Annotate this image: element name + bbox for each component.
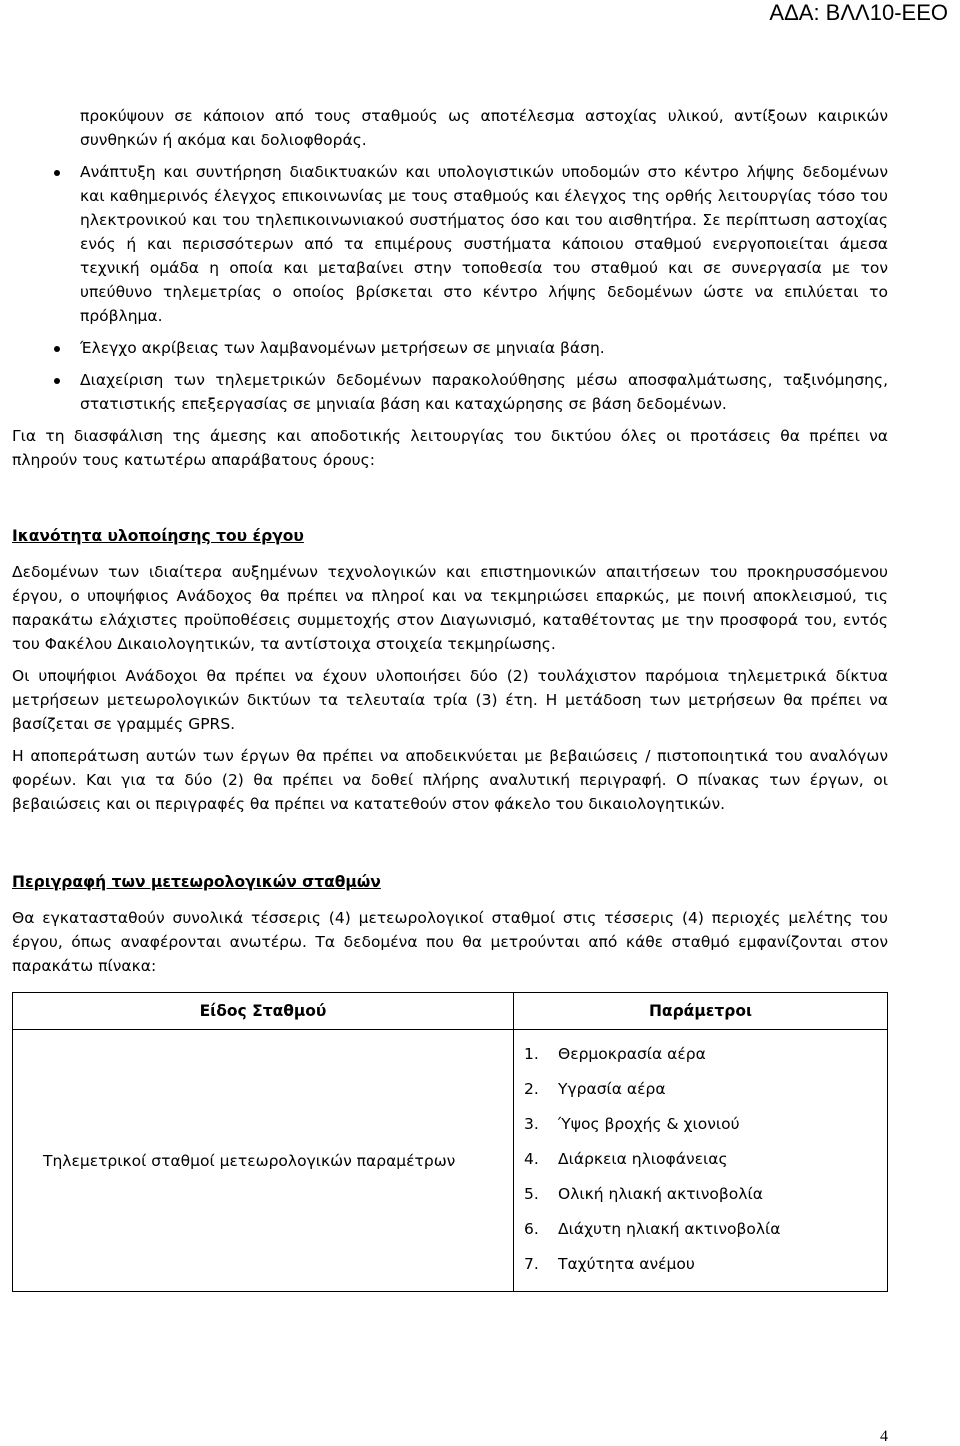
- parameter-item: [514, 1075, 887, 1110]
- parameter-number: 6.: [524, 1220, 539, 1238]
- parameter-number: 5.: [524, 1185, 539, 1203]
- parameter-item: [514, 1110, 887, 1145]
- list-item-text: Διαχείριση των τηλεμετρικών δεδομένων παρακολούθησης μέσω αποσφαλμάτωσης, ταξινόμησης, στατιστικής επεξεργασίας σε μηνιαία βάση και καταχώρησης σε βάση δεδομένων.: [80, 371, 888, 413]
- stations-heading: Περιγραφή των μετεωρολογικών σταθμών: [12, 873, 381, 891]
- stations-paragraph: Θα εγκατασταθούν συνολικά τέσσερις (4) μετεωρολογικοί σταθμοί στις τέσσερις (4) περιοχές μελέτης του έργου, όπως αναφέρονται ανωτέρω. Τα δεδομένα που θα μετρούνται από κάθε σταθμό εμφανίζονται στον παρακάτω πίνακα:: [12, 909, 888, 975]
- list-item-text: Έλεγχο ακρίβειας των λαμβανομένων μετρήσεων σε μηνιαία βάση.: [80, 339, 605, 357]
- parameter-label: Διάχυτη ηλιακή ακτινοβολία: [558, 1220, 781, 1238]
- parameter-item: [514, 1250, 887, 1285]
- parameter-label: Ολική ηλιακή ακτινοβολία: [558, 1185, 763, 1203]
- parameters-list: [514, 1030, 887, 1291]
- page-number: 4: [880, 1428, 888, 1445]
- parameter-label: Θερμοκρασία αέρα: [558, 1045, 706, 1063]
- parameter-number: 7.: [524, 1255, 539, 1273]
- parameter-item: [514, 1215, 887, 1250]
- parameter-item: [514, 1040, 887, 1075]
- parameter-label: Υγρασία αέρα: [558, 1080, 666, 1098]
- capability-paragraph: Οι υποψήφιοι Ανάδοχοι θα πρέπει να έχουν υλοποιήσει δύο (2) τουλάχιστον παρόμοια τηλεμετρικά δίκτυα μετρήσεων μετεωρολογικών δικτύων τα τελευταία τρία (3) έτη. Η μετάδοση των μετρήσεων θα πρέπει να βασίζεται σε γραμμές GPRS.: [12, 667, 888, 733]
- parameter-number: 4.: [524, 1150, 539, 1168]
- bullet-icon: [54, 346, 60, 352]
- station-type-cell: Τηλεμετρικοί σταθμοί μετεωρολογικών παραμέτρων: [13, 1030, 514, 1292]
- parameters-header: Παράμετροι: [514, 993, 888, 1030]
- parameter-label: Διάρκεια ηλιοφάνειας: [558, 1150, 728, 1168]
- list-item: [12, 368, 888, 416]
- list-item-text: προκύψουν σε κάποιον από τους σταθμούς ως αποτέλεσμα αστοχίας υλικού, αντίξοων καιρικών συνθηκών ή ακόμα και δολιοφθοράς.: [80, 107, 888, 149]
- parameter-number: 3.: [524, 1115, 539, 1133]
- responsibilities-list: [12, 104, 888, 416]
- parameter-label: Ταχύτητα ανέμου: [558, 1255, 695, 1273]
- document-code-header: ΑΔΑ: ΒΛΛ10-ΕΕΟ: [769, 0, 948, 25]
- station-type-header: Είδος Σταθμού: [13, 993, 514, 1030]
- capability-paragraph: Δεδομένων των ιδιαίτερα αυξημένων τεχνολογικών και επιστημονικών απαιτήσεων του προκηρυσσόμενου έργου, ο υποψήφιος Ανάδοχος θα πρέπει να πληροί και να τεκμηριώσει επαρκώς, με ποινή αποκλεισμού, τις παρακάτω ελάχιστες προϋποθέσεις συμμετοχής στον Διαγωνισμό, καταθέτοντας με την προσφορά του, εντός του Φακέλου Δικαιολογητικών, τα αντίστοιχα στοιχεία τεκμηρίωσης.: [12, 563, 888, 653]
- parameter-item: [514, 1145, 887, 1180]
- capability-paragraph: Η αποπεράτωση αυτών των έργων θα πρέπει να αποδεικνύεται με βεβαιώσεις / πιστοποιητικά του αναλόγων φορέων. Και για τα δύο (2) θα πρέπει να δοθεί πλήρης αναλυτική περιγραφή. Ο πίνακας των έργων, οι βεβαιώσεις και οι περιγραφές θα πρέπει να κατατεθούν στον φάκελο του δικαιολογητικών.: [12, 747, 888, 813]
- parameter-item: [514, 1180, 887, 1215]
- table-row: [13, 1030, 888, 1292]
- capability-heading: Ικανότητα υλοποίησης του έργου: [12, 527, 304, 545]
- page-content: [12, 104, 888, 1292]
- list-item: [12, 336, 888, 360]
- parameter-number: 1.: [524, 1045, 539, 1063]
- parameter-number: 2.: [524, 1080, 539, 1098]
- list-item-text: Ανάπτυξη και συντήρηση διαδικτυακών και υπολογιστικών υποδομών στο κέντρο λήψης δεδομένων και καθημερινός έλεγχος επικοινωνίας με τους σταθμούς και έλεγχος της ορθής λειτουργίας τόσο του ηλεκτρονικού και του τηλεπικοινωνιακού συστήματος όσο και του αισθητήρα. Σε περίπτωση αστοχίας ενός ή και περισσότερων από τα επιμέρους συστήματα κάποιου σταθμού ενεργοποιείται άμεσα τεχνική ομάδα η οποία και μεταβαίνει στην τοποθεσία του σταθμού και σε συνεργασία με τον υπεύθυνο τηλεμετρίας ο οποίος βρίσκεται στο κέντρο λήψης δεδομένων ώστε να επιλύεται το πρόβλημα.: [80, 163, 888, 325]
- bullet-icon: [54, 170, 60, 176]
- parameters-cell: [514, 1030, 888, 1292]
- bullet-icon: [54, 378, 60, 384]
- table-header-row: [13, 993, 888, 1030]
- list-item: [12, 160, 888, 328]
- list-item: [12, 104, 888, 152]
- intro-paragraph: Για τη διασφάλιση της άμεσης και αποδοτικής λειτουργίας του δικτύου όλες οι προτάσεις θα πρέπει να πληρούν τους κατωτέρω απαράβατους όρους:: [12, 427, 888, 469]
- parameter-label: Ύψος βροχής & χιονιού: [558, 1115, 740, 1133]
- stations-table: [12, 992, 888, 1292]
